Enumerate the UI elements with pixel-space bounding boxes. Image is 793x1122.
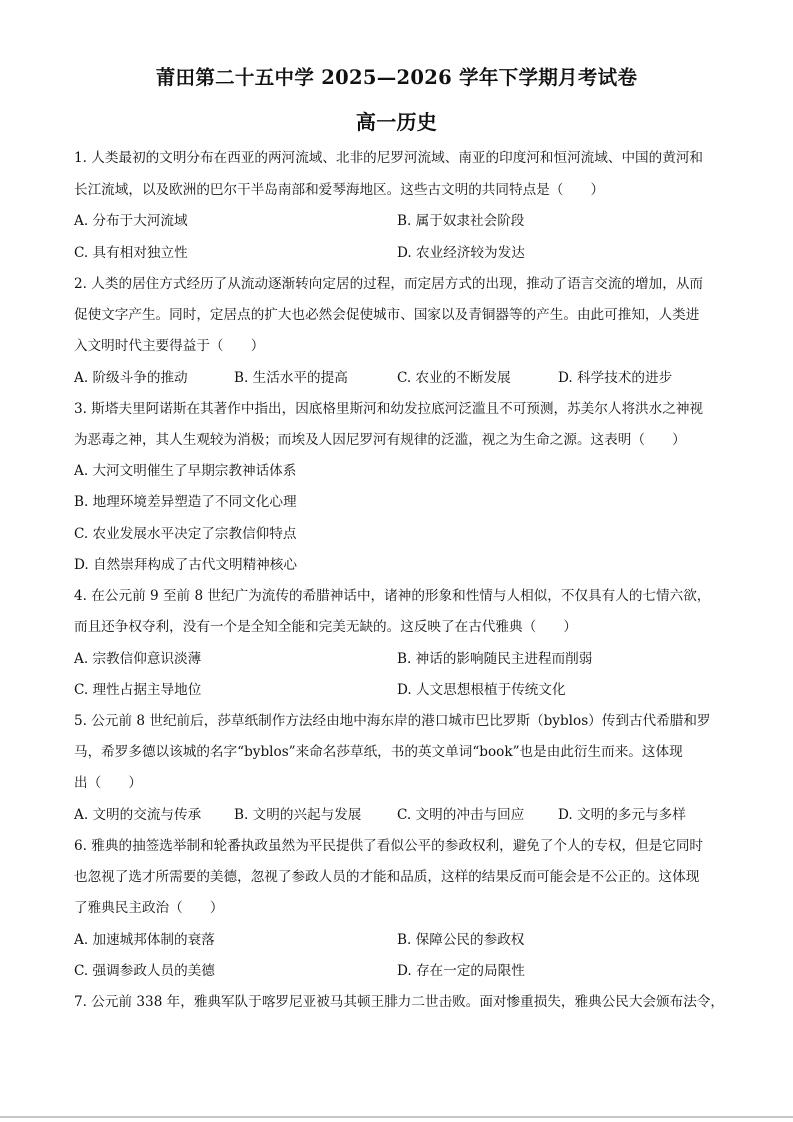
option-d[interactable]: D. 科学技术的进步 xyxy=(558,370,673,386)
option-d[interactable]: D. 自然崇拜构成了古代文明精神核心 xyxy=(74,557,297,573)
question-stem-line: 2. 人类的居住方式经历了从流动逐渐转向定居的过程，而定居方式的出现，推动了语言交流的增加，从而 xyxy=(74,276,704,292)
option-d[interactable]: D. 存在一定的局限性 xyxy=(397,963,525,979)
option-d[interactable]: D. 人文思想根植于传统文化 xyxy=(397,682,566,698)
option-b[interactable]: B. 生活水平的提高 xyxy=(234,370,348,386)
option-a[interactable]: A. 大河文明催生了早期宗教神话体系 xyxy=(74,463,297,479)
option-a[interactable]: A. 加速城邦体制的衰落 xyxy=(74,932,215,948)
option-a[interactable]: A. 宗教信仰意识淡薄 xyxy=(74,651,202,667)
question-stem-line: 7. 公元前 338 年，雅典军队于喀罗尼亚被马其顿王腓力二世击败。面对惨重损失，雅典公民大会颁布法令， xyxy=(74,994,725,1010)
option-b[interactable]: B. 地理环境差异塑造了不同文化心理 xyxy=(74,494,297,510)
question-stem-line: 促使文字产生。同时，定居点的扩大也必然会促使城市、国家以及青铜器等的产生。由此可推知，人类进 xyxy=(74,307,700,323)
question-stem-line: 而且还争权夺利，没有一个是全知全能和完美无缺的。这反映了在古代雅典（ ） xyxy=(74,619,577,635)
exam-subject: 高一历史 xyxy=(355,110,438,134)
question-stem-line: 4. 在公元前 9 至前 8 世纪广为流传的希腊神话中，诸神的形象和性情与人相似，不仅具有人的七情六欲， xyxy=(74,588,711,604)
option-c[interactable]: C. 农业的不断发展 xyxy=(397,370,511,386)
option-c[interactable]: C. 文明的冲击与回应 xyxy=(397,807,525,823)
option-a[interactable]: A. 分布于大河流域 xyxy=(74,213,188,229)
question-stem-line: 也忽视了选才所需要的美德，忽视了参政人员的才能和品质，这样的结果反而可能会是不公正的。这体现 xyxy=(74,869,700,885)
question-stem-line: 6. 雅典的抽签选举制和轮番执政虽然为平民提供了看似公平的参政权利，避免了个人的专权，但是它同时 xyxy=(74,838,704,854)
option-b[interactable]: B. 保障公民的参政权 xyxy=(397,932,525,948)
option-c[interactable]: C. 农业发展水平决定了宗教信仰特点 xyxy=(74,526,297,542)
question-stem-line: 马，希罗多德以该城的名字“byblos”来命名莎草纸，书的英文单词“book”也是由此衍生而来。这体现 xyxy=(74,744,683,760)
option-a[interactable]: A. 阶级斗争的推动 xyxy=(74,370,188,386)
question-stem-line: 5. 公元前 8 世纪前后，莎草纸制作方法经由地中海东岸的港口城市巴比罗斯（byblos）传到古代希腊和罗 xyxy=(74,713,711,729)
option-c[interactable]: C. 理性占据主导地位 xyxy=(74,682,202,698)
page-bottom-divider xyxy=(0,1116,793,1118)
option-c[interactable]: C. 强调参政人员的美德 xyxy=(74,963,215,979)
option-a[interactable]: A. 文明的交流与传承 xyxy=(74,807,202,823)
exam-title: 莆田第二十五中学 2025—2026 学年下学期月考试卷 xyxy=(155,66,638,89)
option-d[interactable]: D. 文明的多元与多样 xyxy=(558,807,686,823)
question-stem-line: 为恶毒之神，其人生观较为消极；而埃及人因尼罗河有规律的泛滥，视之为生命之源。这表明（ ） xyxy=(74,432,686,448)
question-stem-line: 1. 人类最初的文明分布在西亚的两河流域、北非的尼罗河流域、南亚的印度河和恒河流域、中国的黄河和 xyxy=(74,150,704,166)
question-stem-line: 入文明时代主要得益于（ ） xyxy=(74,338,265,354)
option-b[interactable]: B. 神话的影响随民主进程而削弱 xyxy=(397,651,593,667)
option-c[interactable]: C. 具有相对独立性 xyxy=(74,245,188,261)
option-b[interactable]: B. 文明的兴起与发展 xyxy=(234,807,362,823)
question-stem-line: 3. 斯塔夫里阿诺斯在其著作中指出，因底格里斯河和幼发拉底河泛滥且不可预测，苏美尔人将洪水之神视 xyxy=(74,401,704,417)
question-stem-line: 出（ ） xyxy=(74,775,142,791)
question-stem-line: 长江流域，以及欧洲的巴尔干半岛南部和爱琴海地区。这些古文明的共同特点是（ ） xyxy=(74,182,605,198)
question-stem-line: 了雅典民主政治（ ） xyxy=(74,900,224,916)
option-d[interactable]: D. 农业经济较为发达 xyxy=(397,245,525,261)
option-b[interactable]: B. 属于奴隶社会阶段 xyxy=(397,213,525,229)
